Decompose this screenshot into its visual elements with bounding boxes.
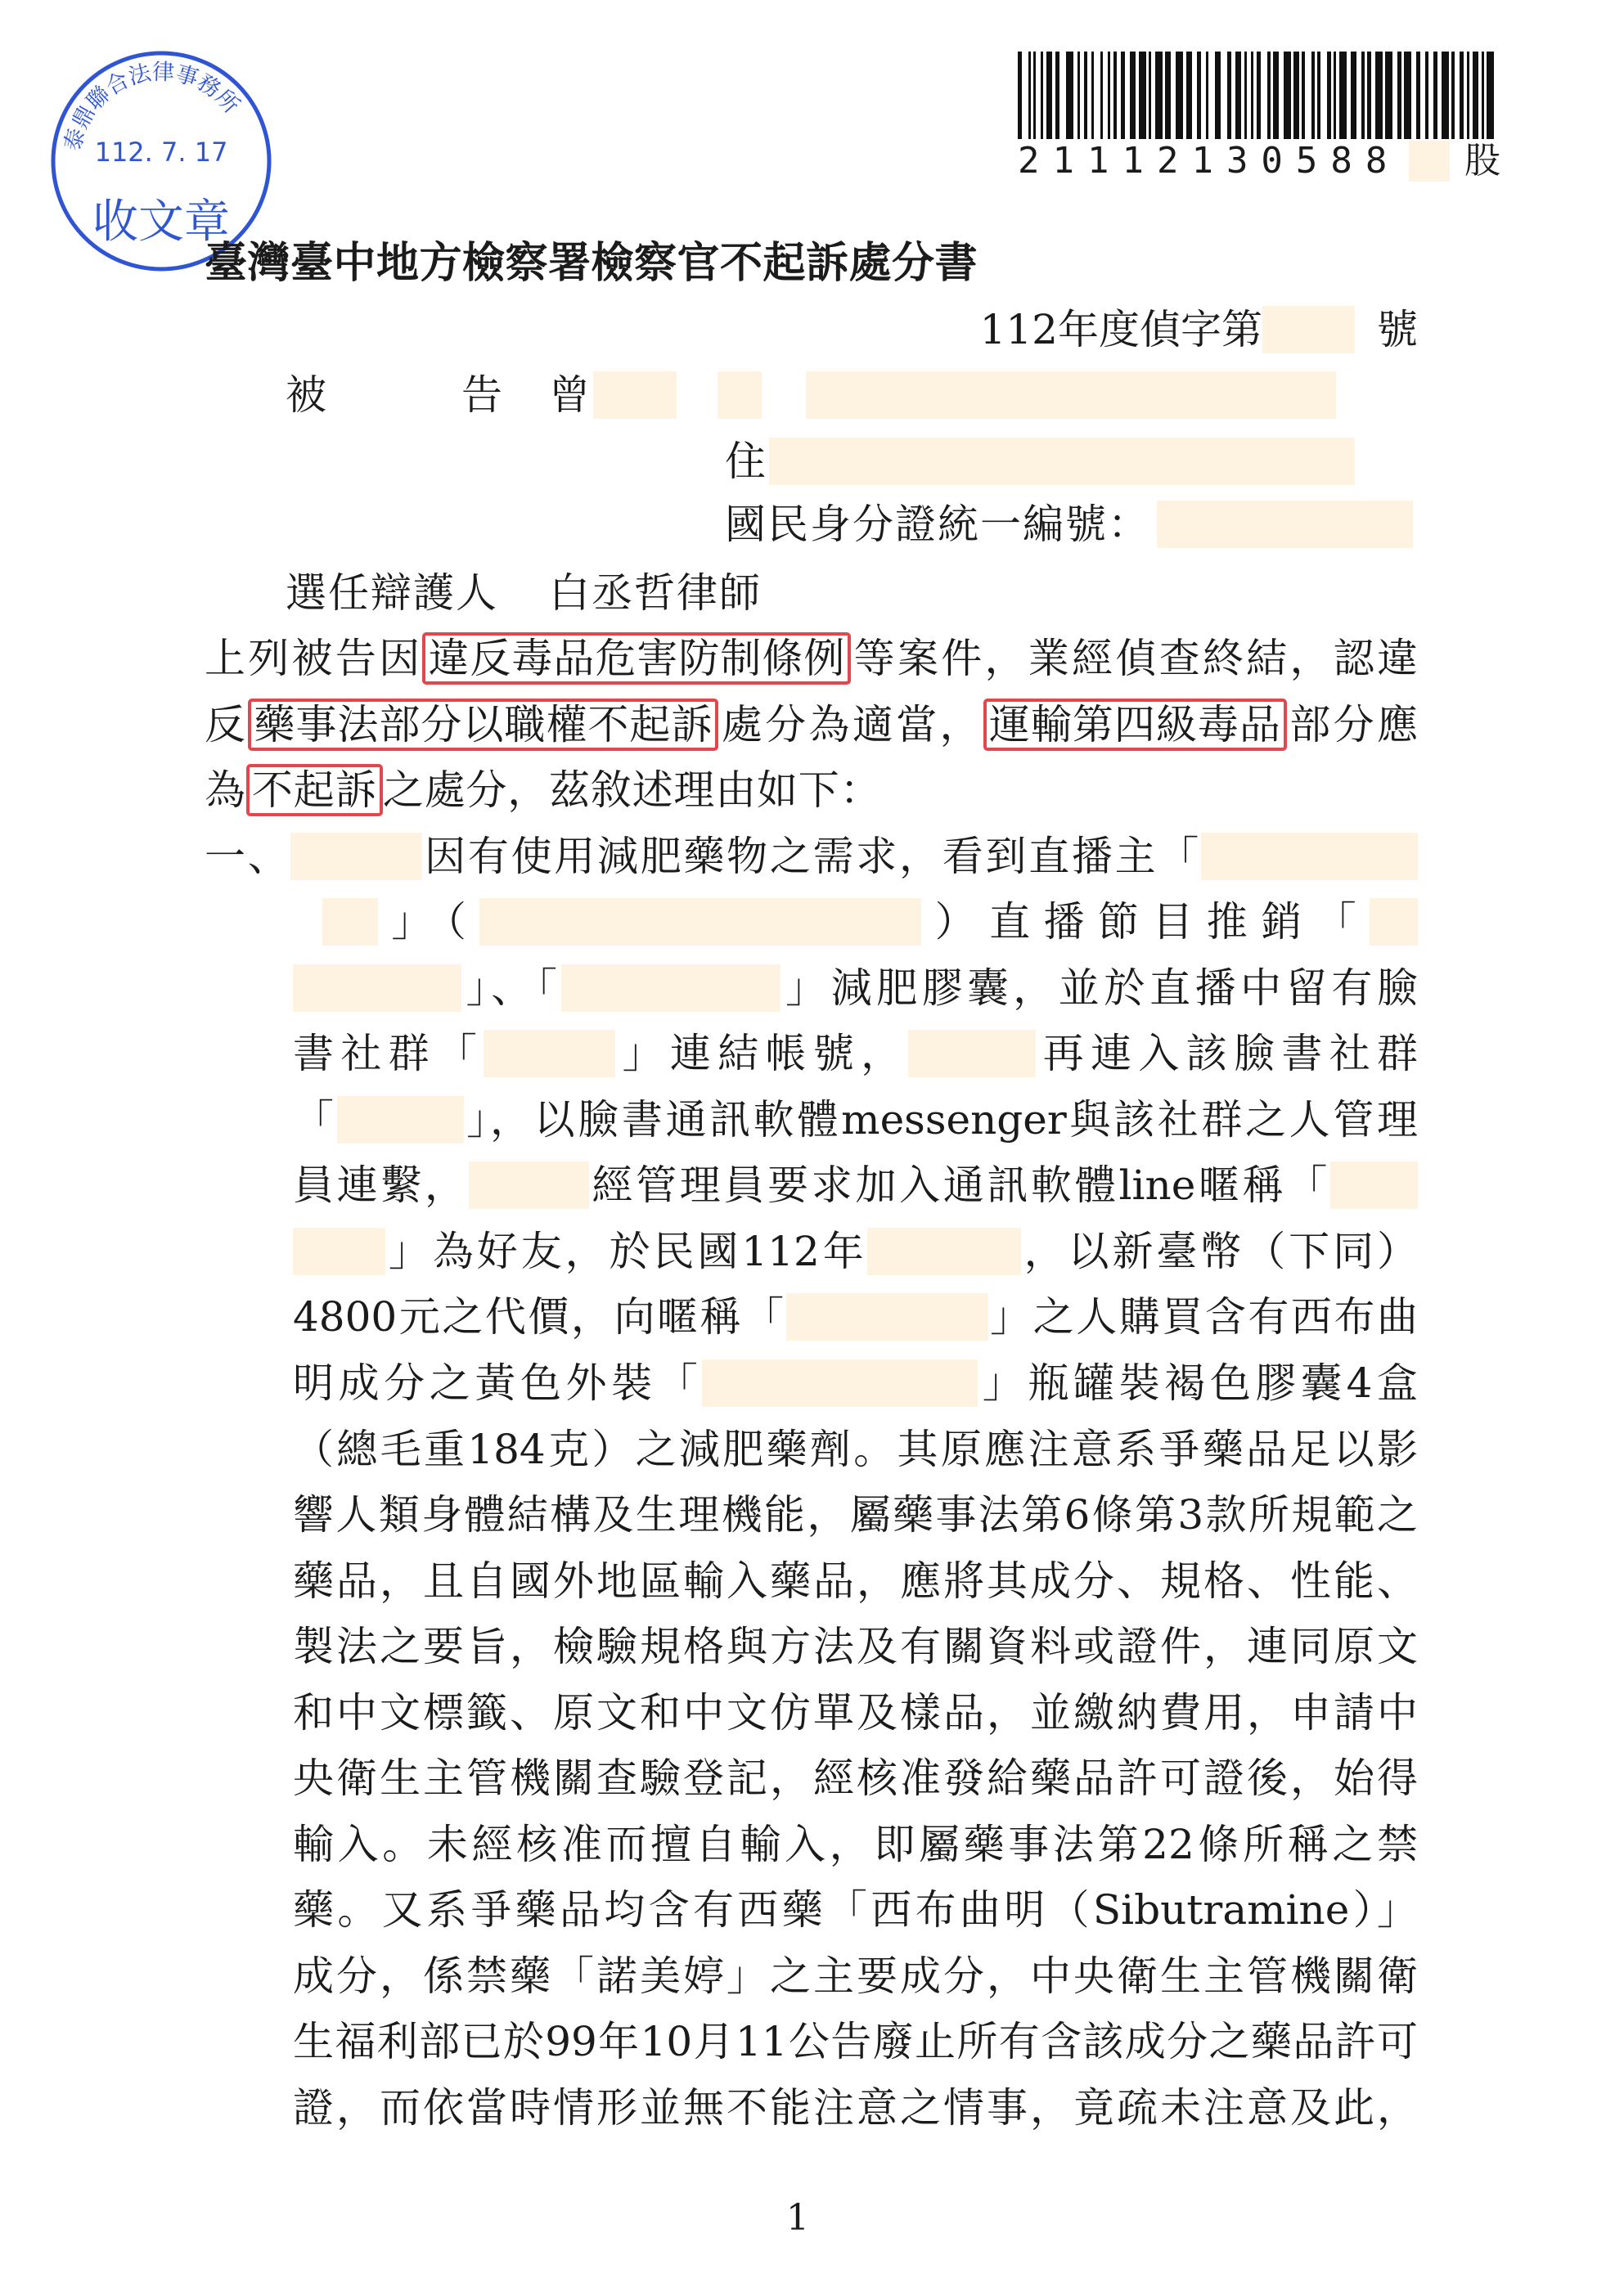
redacted-area: [484, 1030, 615, 1077]
barcode-bar: [1317, 52, 1320, 139]
body-line: [293, 1746, 1418, 1812]
barcode-bar: [1361, 52, 1365, 139]
page-number: 1: [786, 2197, 809, 2239]
barcode-bar: [1197, 52, 1201, 139]
body-text-segment: 上列被告因: [205, 635, 423, 682]
body-line: [293, 1548, 1418, 1615]
highlighted-phrase: 違反毒品危害防制條例: [422, 632, 851, 685]
barcode-bar: [1293, 52, 1299, 139]
redacted-area: [561, 964, 781, 1012]
redacted-area: [1157, 501, 1413, 548]
defendant-surname: 曾: [549, 371, 590, 419]
redacted-area: [290, 833, 422, 880]
barcode-bar: [1460, 52, 1464, 139]
barcode-bar: [1041, 52, 1043, 139]
body-line: [293, 1943, 1418, 2010]
barcode-bar: [1433, 52, 1437, 139]
barcode-bar: [1028, 52, 1031, 139]
body-text-segment: 藥品，且自國外地區輸入藥品，應將其成分、規格、性能、: [293, 1557, 1418, 1605]
counsel-name: 白丞哲律師: [549, 569, 762, 617]
body-text-segment: （總毛重184克）之減肥藥劑。其原應注意系爭藥品足以影: [293, 1425, 1418, 1473]
redacted-area: [1201, 833, 1418, 880]
body-line: [293, 1284, 1418, 1350]
redacted-area: [322, 898, 378, 946]
body-text-segment: 之處分，茲敘述理由如下：: [382, 766, 882, 815]
body-line: [293, 2075, 1418, 2141]
redacted-area: [702, 1359, 978, 1407]
body-text: [205, 626, 1418, 2141]
body-text-segment: 生福利部已於99年10月11公告廢止所有含該成分之藥品許可: [293, 2018, 1418, 2066]
document-title: 臺灣臺中地方檢察署檢察官不起訴處分書: [205, 238, 978, 288]
redacted-area: [1409, 141, 1450, 182]
body-text-segment: 響人類身體結構及生理機能，屬藥事法第6條第3款所規範之: [293, 1491, 1418, 1539]
barcode-bar: [1186, 52, 1192, 139]
barcode-bar: [1375, 52, 1383, 139]
barcode-bar: [1302, 52, 1305, 139]
case-number-prefix: 112年度偵字第: [979, 306, 1262, 353]
body-text-segment: 因有使用減肥藥物之需求，看到直播主「: [422, 832, 1202, 880]
body-text-segment: 4800元之代價，向暱稱「: [293, 1293, 786, 1341]
barcode-bar: [1273, 52, 1279, 139]
case-number: [980, 297, 1418, 362]
body-text-segment: 成分，係禁藥「諾美婷」之主要成分，中央衛生主管機關衛: [293, 1952, 1418, 2000]
body-text-segment: 員連繫，: [293, 1161, 469, 1210]
barcode-bar: [1397, 52, 1401, 139]
barcode-bar: [1176, 52, 1183, 139]
body-line: [293, 955, 1418, 1022]
barcode-bar: [1451, 52, 1455, 139]
barcode-bar: [1113, 52, 1117, 139]
barcode-bar: [1215, 52, 1221, 139]
redacted-area: [786, 1293, 988, 1341]
body-line: [293, 889, 1418, 955]
barcode-bar: [1227, 52, 1231, 139]
body-text-segment: 」連結帳號，: [615, 1030, 909, 1078]
barcode-bar: [1487, 52, 1494, 139]
stamp-label: 收文章: [92, 195, 230, 249]
body-line: [293, 1482, 1418, 1548]
barcode-bar: [1121, 52, 1125, 139]
barcode-bar: [1416, 52, 1420, 139]
barcode-bar: [1046, 52, 1052, 139]
body-text-segment: 為: [205, 766, 246, 815]
barcode-bar: [1033, 52, 1036, 139]
redacted-area: [769, 438, 1355, 485]
stamp-org-name-path: 泰鼎聯合法律事務所: [60, 59, 245, 154]
case-number-suffix: 號: [1377, 306, 1418, 353]
body-text-segment: 輸入。未經核准而擅自輸入，即屬藥事法第22條所稱之禁: [293, 1820, 1418, 1868]
redacted-area: [908, 1030, 1036, 1077]
defendant-label-1: 被: [286, 371, 326, 419]
barcode-bar: [1367, 52, 1371, 139]
barcode-bar: [1108, 52, 1110, 139]
barcode-bar: [1284, 52, 1291, 139]
body-line: [293, 1021, 1418, 1087]
redacted-area: [337, 1096, 464, 1144]
redacted-area: [593, 371, 677, 419]
barcode-bar: [1206, 52, 1208, 139]
barcode-bar: [1055, 52, 1059, 139]
body-line: [293, 1877, 1418, 1943]
barcode-bar: [1251, 52, 1253, 139]
body-text-segment: 部分應: [1286, 700, 1419, 748]
body-line: [293, 2009, 1418, 2075]
body-line: [293, 1614, 1418, 1680]
defendant-label-2: 告: [461, 371, 502, 419]
barcode-suffix: 股: [1464, 140, 1500, 182]
barcode-bar: [1155, 52, 1163, 139]
body-line: [293, 1087, 1418, 1153]
barcode-bar: [1339, 52, 1347, 139]
body-text-segment: 「: [293, 1095, 337, 1144]
body-text-segment: 」為好友，於民國112年: [385, 1227, 867, 1275]
body-text-segment: 反: [205, 700, 249, 748]
highlighted-phrase: 藥事法部分以職權不起訴: [248, 699, 718, 751]
barcode-bar: [1091, 52, 1094, 139]
redacted-area: [293, 964, 461, 1012]
redacted-area: [293, 1228, 385, 1275]
body-line: [293, 1350, 1418, 1417]
body-text-segment: 等案件，業經偵查終結，認違: [851, 635, 1419, 682]
barcode-bar: [1351, 52, 1356, 139]
body-line: [205, 692, 1418, 758]
barcode-bar: [1385, 52, 1392, 139]
barcode-bar: [1482, 52, 1484, 139]
body-text-segment: ）直播節目推銷「: [921, 898, 1370, 946]
redacted-area: [1370, 898, 1418, 946]
barcode-bar: [1149, 52, 1151, 139]
body-line: [205, 626, 1418, 692]
body-text-segment: 經管理員要求加入通訊軟體line暱稱「: [588, 1161, 1331, 1210]
counsel-label: 選任辯護人: [286, 569, 498, 617]
highlighted-phrase: 運輸第四級毒品: [983, 699, 1287, 751]
barcode-bar: [1139, 52, 1146, 139]
barcode-bar: [1100, 52, 1103, 139]
barcode: [1018, 52, 1501, 139]
barcode-bar: [1442, 52, 1449, 139]
body-line: [293, 1152, 1418, 1219]
id-number-label: 國民身分證統一編號：: [725, 501, 1150, 548]
body-text-segment: 再連入該臉書社群: [1036, 1030, 1419, 1078]
redacted-area: [469, 1161, 589, 1209]
barcode-bar: [1165, 52, 1171, 139]
redacted-area: [1262, 306, 1355, 353]
redacted-area: [867, 1228, 1021, 1275]
body-text-segment: 」、「: [461, 964, 562, 1012]
section-number: 一、: [205, 832, 291, 880]
barcode-number: 21112130588: [1018, 140, 1401, 182]
body-text-segment: 」之人購買含有西布曲: [987, 1293, 1418, 1341]
body-line: [293, 1417, 1418, 1483]
body-text-segment: ，以新臺幣（下同）: [1020, 1227, 1419, 1275]
body-text-segment: 證，而依當時情形並無不能注意之情事，竟疏未注意及此，: [293, 2084, 1418, 2132]
barcode-bar: [1130, 52, 1136, 139]
barcode-bar: [1404, 52, 1411, 139]
body-line: [293, 1812, 1418, 1878]
body-line: [293, 1219, 1418, 1285]
redacted-area: [718, 371, 762, 419]
barcode-bar: [1267, 52, 1271, 139]
barcode-bar: [1311, 52, 1315, 139]
barcode-bar: [1077, 52, 1080, 139]
redacted-area: [1330, 1161, 1418, 1209]
body-line: [293, 1680, 1418, 1746]
barcode-bar: [1425, 52, 1428, 139]
barcode-bar: [1467, 52, 1469, 139]
body-text-segment: 製法之要旨，檢驗規格與方法及有關資料或證件，連同原文: [293, 1623, 1418, 1671]
barcode-bar: [1018, 52, 1022, 139]
body-text-segment: 處分為適當，: [718, 700, 983, 748]
body-text-segment: 」，以臉書通訊軟體messenger與該社群之人管理: [463, 1095, 1418, 1144]
body-text-segment: 藥。又系爭藥品均含有西藥「西布曲明（Sibutramine）」: [293, 1886, 1418, 1934]
stamp-date: 112. 7. 17: [94, 137, 228, 168]
barcode-bar: [1066, 52, 1073, 139]
barcode-bar: [1244, 52, 1247, 139]
body-text-segment: 」（: [378, 898, 480, 946]
body-line: [205, 824, 1418, 890]
barcode-bar: [1327, 52, 1331, 139]
redacted-area: [806, 371, 1336, 419]
barcode-bar: [1334, 52, 1336, 139]
body-text-segment: 明成分之黃色外裝「: [293, 1359, 703, 1408]
highlighted-phrase: 不起訴: [246, 764, 383, 816]
body-text-segment: 央衛生主管機關查驗登記，經核准發給藥品許可證後，始得: [293, 1755, 1418, 1803]
body-text-segment: 和中文標籤、原文和中文仿單及樣品，並繳納費用，申請中: [293, 1688, 1418, 1737]
address-label: 住: [725, 438, 766, 485]
body-text-segment: 書社群「: [293, 1030, 484, 1078]
barcode-bar: [1257, 52, 1261, 139]
barcode-bar: [1473, 52, 1478, 139]
body-text-segment: 」減肥膠囊，並於直播中留有臉: [781, 964, 1419, 1012]
redacted-area: [479, 898, 921, 946]
body-text-segment: 」瓶罐裝褐色膠囊4盒: [978, 1359, 1419, 1408]
barcode-bar: [1084, 52, 1087, 139]
body-line: [205, 757, 1418, 824]
barcode-bar: [1235, 52, 1241, 139]
